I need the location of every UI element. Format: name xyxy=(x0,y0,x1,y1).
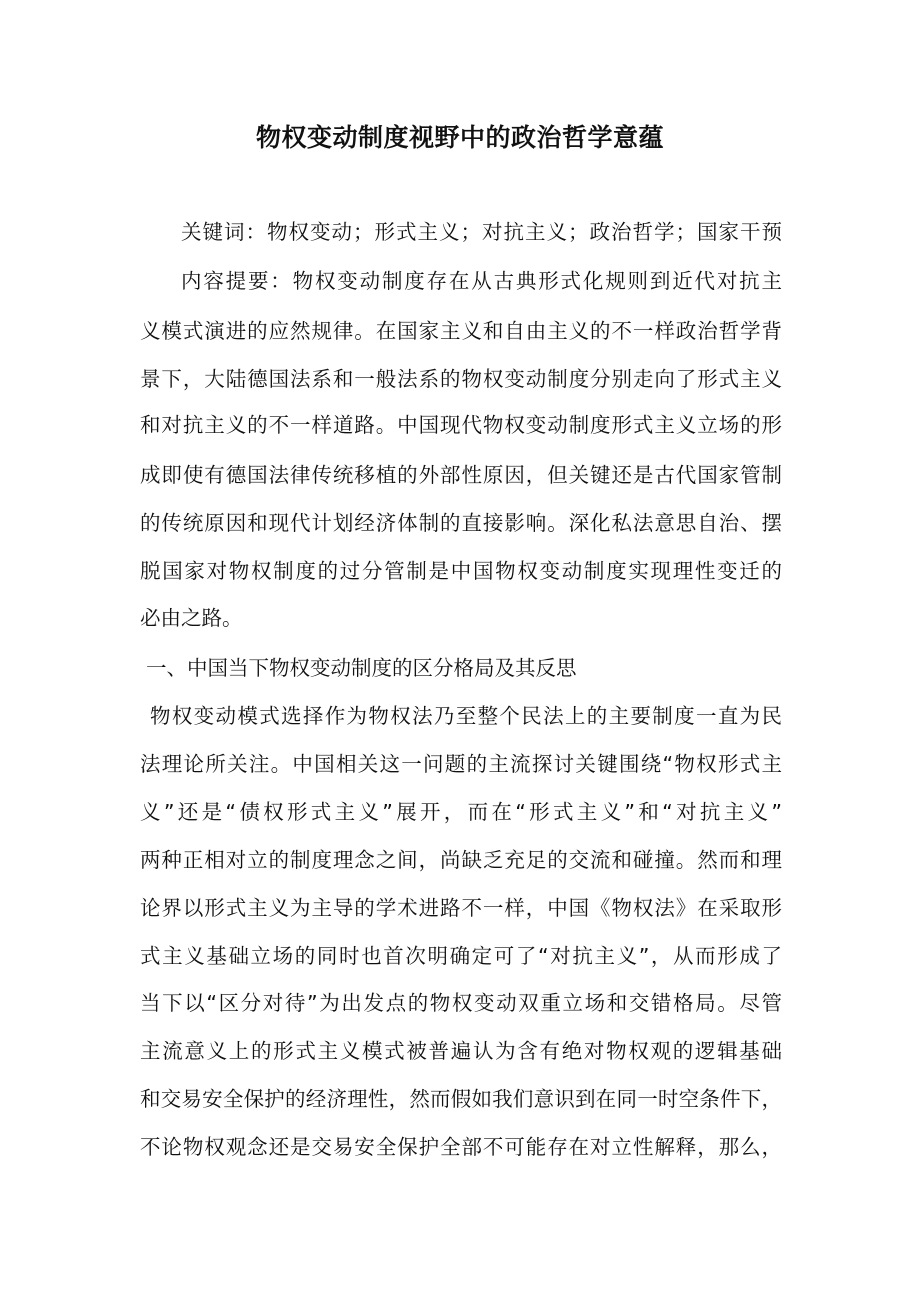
abstract-line: 成即使有德国法律传统移植的外部性原因，但关键还是古代国家管制 xyxy=(140,463,782,487)
body-line: 式主义基础立场的同时也首次明确定可了“对抗主义”，从而形成了 xyxy=(140,944,782,968)
body-line: 和交易安全保护的经济理性，然而假如我们意识到在同一时空条件下， xyxy=(140,1087,782,1111)
abstract-line: 必由之路。 xyxy=(140,606,243,630)
body-line: 论界以形式主义为主导的学术进路不一样，中国《物权法》在采取形 xyxy=(140,896,782,920)
abstract-line: 的传统原因和现代计划经济体制的直接影响。深化私法意思自治、摆 xyxy=(140,511,782,535)
body-line: 不论物权观念还是交易安全保护全部不可能存在对立性解释，那么， xyxy=(140,1135,782,1159)
abstract-line: 内容提要：物权变动制度存在从古典形式化规则到近代对抗主 xyxy=(181,269,782,293)
abstract-line: 景下，大陆德国法系和一般法系的物权变动制度分别走向了形式主义 xyxy=(140,367,782,391)
section-heading: 一、中国当下物权变动制度的区分格局及其反思 xyxy=(146,656,577,680)
body-line: 物权变动模式选择作为物权法乃至整个民法上的主要制度一直为民 xyxy=(150,704,782,728)
body-line: 法理论所关注。中国相关这一问题的主流探讨关键围绕“物权形式主 xyxy=(140,752,782,776)
document-title: 物权变动制度视野中的政治哲学意蕴 xyxy=(255,123,664,152)
body-line: 主流意义上的形式主义模式被普遍认为含有绝对物权观的逻辑基础 xyxy=(140,1039,782,1063)
abstract-line: 义模式演进的应然规律。在国家主义和自由主义的不一样政治哲学背 xyxy=(140,319,782,343)
abstract-line: 脱国家对物权制度的过分管制是中国物权变动制度实现理性变迁的 xyxy=(140,559,782,583)
body-line: 两种正相对立的制度理念之间，尚缺乏充足的交流和碰撞。然而和理 xyxy=(140,848,782,872)
body-line: 当下以“区分对待”为出发点的物权变动双重立场和交错格局。尽管 xyxy=(140,991,782,1015)
abstract-line: 和对抗主义的不一样道路。中国现代物权变动制度形式主义立场的形 xyxy=(140,413,782,437)
keywords-line: 关键词：物权变动；形式主义；对抗主义；政治哲学；国家干预 xyxy=(181,220,782,244)
body-line: 义”还是“债权形式主义”展开，而在“形式主义”和“对抗主义” xyxy=(140,800,782,824)
